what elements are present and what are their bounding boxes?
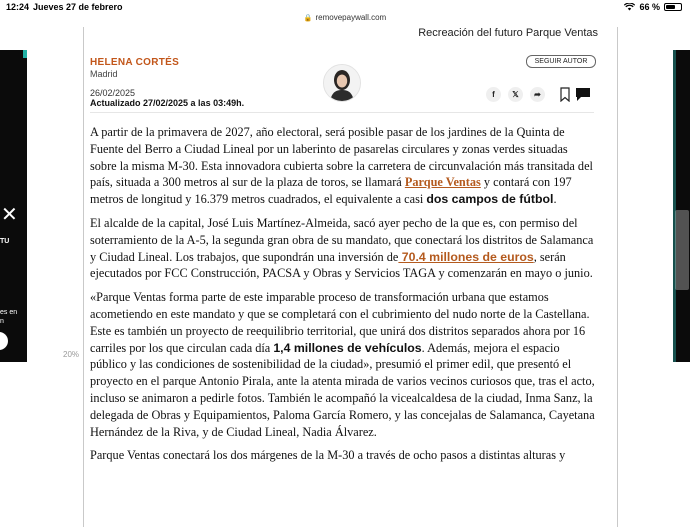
p1-text-2: y contará con 197 metros de longitud y 16.379 metros cuadrados, el equivalente a casi [90, 175, 572, 207]
brand-glyph-icon: ✕ [1, 202, 18, 226]
wifi-icon [624, 3, 635, 11]
bookmark-icon[interactable] [560, 87, 570, 102]
right-panel-graphic [675, 210, 689, 290]
paragraph-2 [90, 215, 597, 282]
facebook-icon: f [492, 90, 495, 99]
side-text-n: n [0, 318, 4, 325]
status-time: 12:24 [6, 2, 30, 12]
status-date: Jueves 27 de febrero [33, 2, 123, 12]
p3-bold: 1,4 millones de vehículos [273, 340, 422, 355]
article-card [83, 27, 618, 527]
status-bar [0, 0, 690, 14]
x-icon: 𝕏 [512, 90, 519, 99]
teal-accent [23, 50, 27, 58]
parque-ventas-link[interactable]: Parque Ventas [404, 175, 481, 190]
side-text-es-en: es en [0, 309, 18, 316]
paragraph-4: Parque Ventas conectará los dos márgenes de la M-30 a través de ocho pasos a distintas alturas y [90, 448, 566, 463]
p2-text-1: El alcalde de la capital, José Luis Martínez-Almeida, sacó ayer pecho de la que es, con permiso del soterramiento de la A-5, la segunda gran obra de su mandato, que conectará los distritos de Salamanca y Ciudad Lineal. Los trabajos, que supondrán una inversión de [90, 215, 594, 264]
battery-percent: 66 % [639, 2, 660, 12]
p1-text-3: . [553, 192, 557, 207]
publish-date: 26/02/2025 [90, 88, 136, 98]
url-text: removepaywall.com [315, 13, 387, 22]
p3-text-2: . Además, mejora el espacio público y las condiciones de sostenibilidad de la ciudad», presumió el primer edil, que presentó el proyecto en el parque Antonio Pirala, ante la atenta mirada de varios vecinos curiosos que, tras el acto, incluso se animaron a pedirle fotos. También le acompañó la vicealcaldesa de la ciudad, Inma Sanz, la delegada de Obras y Equipamientos, Paloma García Romero, y las concejalas de Salamanca, Cayetana Hernández de la Riva, y de Ciudad Lineal, Nadia Álvarez. [90, 340, 595, 439]
right-side-panel[interactable] [673, 50, 690, 362]
share-buttons [486, 87, 545, 102]
lock-icon: 🔒 [303, 15, 313, 22]
battery-fill [666, 5, 675, 9]
teal-edge [673, 50, 676, 362]
p1-text-1: A partir de la primavera de 2027, año electoral, será posible pasar de los jardines de la Quinta de Fuente del Berro a Ciudad Lineal por un laberinto de pasarelas circulares y zonas verdes situadas sobre la misma M-30. Esta innovadora cubierta sobre la carretera de circunvalación más transitada del país, situada a 300 metros al sur de la plaza de toros, se llamará [90, 125, 593, 190]
p2-text-2: , serán ejecutados por FCC Construcción, PACSA y Obras y Servicios TAGA y comenzarán en mayo o junio. [90, 249, 593, 281]
divider [90, 112, 594, 113]
forward-share-button[interactable] [530, 87, 545, 102]
facebook-share-button[interactable] [486, 87, 501, 102]
side-circle-button[interactable] [0, 332, 8, 350]
author-name[interactable]: HELENA CORTÉS [90, 57, 180, 68]
paragraph-3 [90, 289, 597, 440]
side-text-tu: TU [0, 238, 10, 245]
p3-text-1: «Parque Ventas forma parte de este imparable proceso de transformación urbana que estamos acometiendo en este mandato y que se completará con el cubrimiento del nudo norte de la Castellana. Este es también un proyecto de reequilibrio territorial, que unirá dos distritos separados ahora por 16 carriles por los que circulan cada día [90, 290, 590, 355]
battery-icon [664, 3, 682, 11]
status-right [624, 2, 682, 12]
image-caption: Recreación del futuro Parque Ventas [418, 27, 598, 39]
avatar[interactable] [323, 64, 361, 102]
zoom-label: 20% [63, 350, 80, 359]
side-text-block [0, 308, 17, 326]
p1-bold: dos campos de fútbol [426, 192, 554, 207]
x-share-button[interactable] [508, 87, 523, 102]
author-city: Madrid [90, 69, 118, 79]
url-bar[interactable] [0, 13, 690, 25]
left-side-panel[interactable] [0, 50, 27, 362]
author-avatar-icon [324, 65, 360, 101]
comment-icon[interactable] [575, 87, 591, 102]
paragraph-1 [90, 124, 597, 208]
follow-author-button[interactable]: SEGUIR AUTOR [526, 55, 596, 68]
investment-link[interactable]: 70.4 millones de euros [398, 249, 534, 264]
article-body [90, 124, 597, 471]
updated-date: Actualizado 27/02/2025 a las 03:49h. [90, 98, 245, 108]
forward-icon: ➦ [534, 90, 541, 99]
